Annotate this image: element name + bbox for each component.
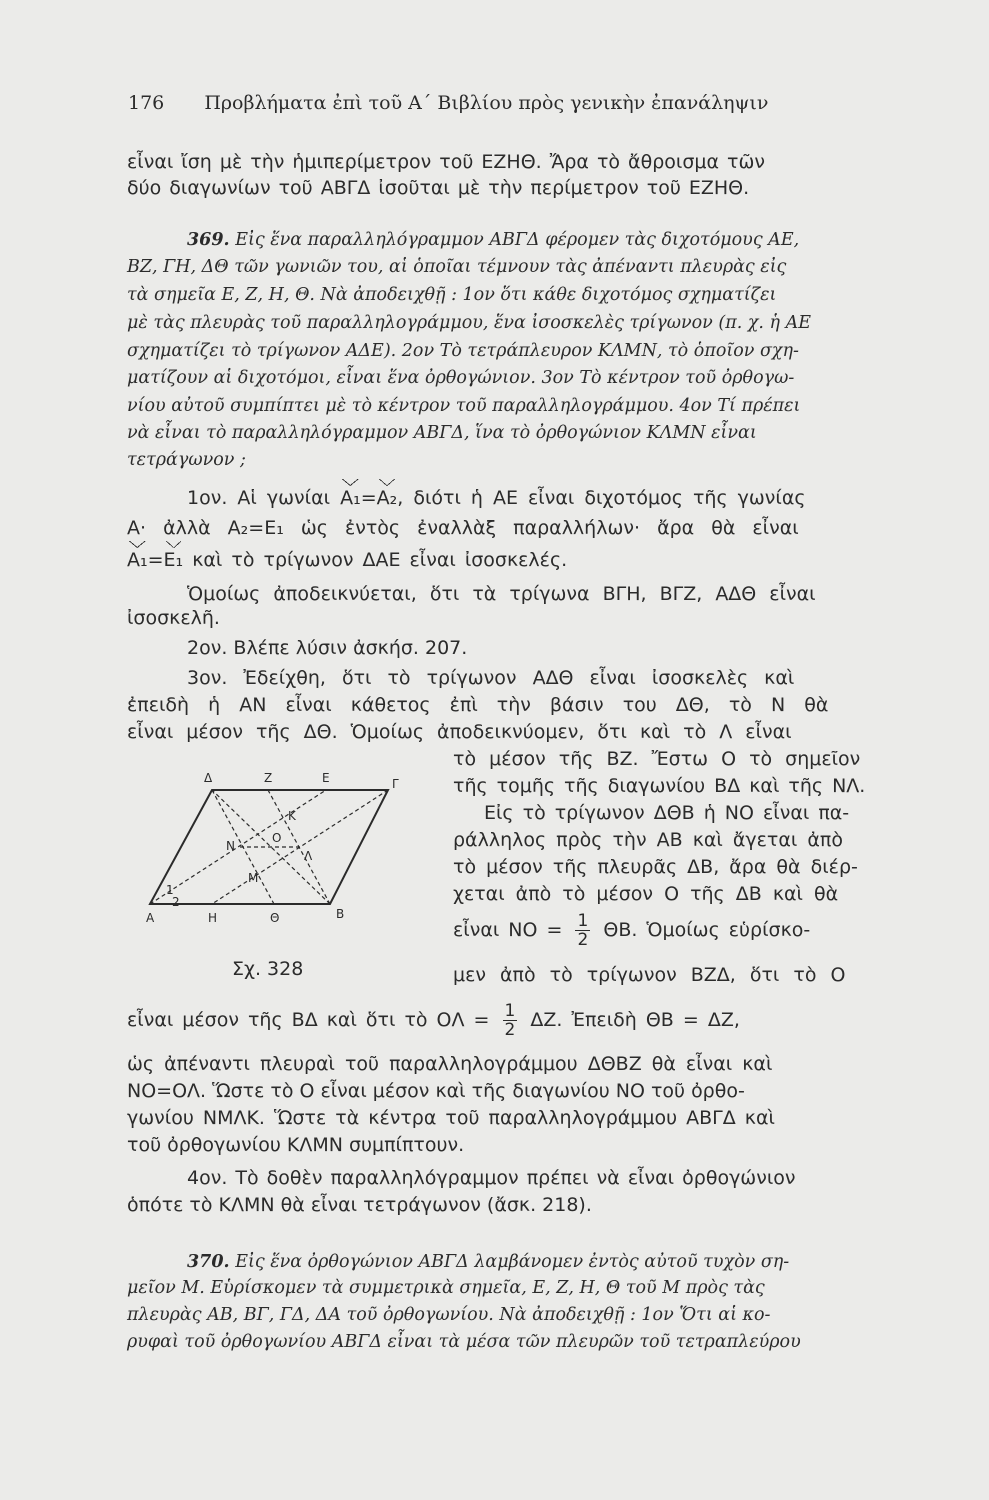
problem-369-line: μὲ τὰς πλευρὰς τοῦ παραλληλογράμμου, ἕνα ἰσοσκελὲς τρίγωνον (π. χ. ἡ ΑΕ <box>127 313 812 333</box>
angle-a1: Α₁ <box>340 487 361 509</box>
problem-369-line: 369. Εἰς ἕνα παραλληλόγραμμον ΑΒΓΔ φέρομεν τὰς διχοτόμους ΑΕ, <box>187 230 800 250</box>
problem-369-line: νίου αὐτοῦ συμπίπτει μὲ τὸ κέντρον τοῦ παραλληλογράμμου. 4ον Τί πρέπει <box>127 396 801 416</box>
problem-number: 370. <box>187 1252 230 1272</box>
solution-line: Εἰς τὸ τρίγωνον ΔΘΒ ἡ ΝΟ εἶναι πα- <box>484 802 850 824</box>
running-title: Προβλήματα ἐπὶ τοῦ Α΄ Βιβλίου πρὸς γενικὴν ἐπανάληψιν <box>204 92 769 114</box>
problem-370-line: ρυφαὶ τοῦ ὀρθογωνίου ΑΒΓΔ εἶναι τὰ μέσα τῶν πλευρῶν τοῦ τετραπλεύρου <box>127 1332 801 1352</box>
problem-369-line: ΒΖ, ΓΗ, ΔΘ τῶν γωνιῶν του, αἱ ὁποῖαι τέμνουν τὰς ἀπέναντι πλευρὰς εἰς <box>127 257 787 277</box>
text-line: εἶναι ἴση μὲ τὴν ἡμιπερίμετρον τοῦ ΕΖΗΘ. Ἄρα τὸ ἄθροισμα τῶν <box>127 151 765 173</box>
solution-line: εἶναι μέσον τῆς ΔΘ. Ὁμοίως ἀποδεικνύομεν, ὅτι καὶ τὸ Λ εἶναι <box>127 721 792 743</box>
point-label-l: Λ <box>304 849 313 863</box>
solution-line: τὸ μέσον τῆς ΒΖ. Ἔστω Ο τὸ σημεῖον <box>453 748 861 770</box>
solution-line: τὸ μέσον τῆς πλευρᾶς ΔΒ, ἄρα θὰ διέρ- <box>453 856 858 878</box>
point-label-k: Κ <box>288 809 296 823</box>
problem-number: 369. <box>187 230 230 250</box>
problem-369-line: τὰ σημεῖα Ε, Ζ, Η, Θ. Νὰ ἀποδειχθῇ : 1ον ὅτι κάθε διχοτόμος σχηματίζει <box>127 285 777 305</box>
solution-line: 4ον. Τὸ δοθὲν παραλληλόγραμμον πρέπει νὰ εἶναι ὀρθογώνιον <box>187 1167 796 1189</box>
solution-line: ράλληλος πρὸς τὴν ΑΒ καὶ ἄγεται ἀπὸ <box>453 829 843 851</box>
problem-369-line: τετράγωνον ; <box>127 450 246 470</box>
vertex-label-a: Α <box>146 911 155 925</box>
problem-369-line: ματίζουν αἱ διχοτόμοι, εἶναι ἕνα ὀρθογώνιον. 3ον Τὸ κέντρον τοῦ ὀρθογω- <box>127 368 795 388</box>
solution-line: Ὁμοίως ἀποδεικνύεται, ὅτι τὰ τρίγωνα ΒΓΗ, ΒΓΖ, ΑΔΘ εἶναι <box>187 583 816 605</box>
problem-369-line: νὰ εἶναι τὸ παραλληλόγραμμον ΑΒΓΔ, ἵνα τὸ ὀρθογώνιον ΚΛΜΝ εἶναι <box>127 423 757 443</box>
page-header <box>128 92 768 114</box>
angle-label-1: 1 <box>166 883 174 897</box>
text-line: δύο διαγωνίων τοῦ ΑΒΓΔ ἰσοῦται μὲ τὴν περίμετρον τοῦ ΕΖΗΘ. <box>127 177 750 199</box>
solution-line: ἐπειδὴ ἡ ΑΝ εἶναι κάθετος ἐπὶ τὴν βάσιν του ΔΘ, τὸ Ν θὰ <box>127 694 829 716</box>
fraction-one-half: $\frac{1}{2}$ <box>577 911 589 950</box>
solution-line: 1ον. Αἱ γωνίαι Α₁=Α₂, διότι ἡ ΑΕ εἶναι διχοτόμος τῆς γωνίας <box>187 487 806 509</box>
solution-line: γωνίου ΝΜΛΚ. Ὥστε τὰ κέντρα τοῦ παραλληλογράμμου ΑΒΓΔ καὶ <box>127 1107 775 1129</box>
solution-line: ὁπότε τὸ ΚΛΜΝ θὰ εἶναι τετράγωνον (ἄσκ. 218). <box>127 1194 592 1216</box>
solution-line: χεται ἀπὸ τὸ μέσον Ο τῆς ΔΒ καὶ θὰ <box>453 883 839 905</box>
point-label-o: Ο <box>272 831 282 845</box>
problem-370-line: μεῖον Μ. Εὑρίσκομεν τὰ συμμετρικὰ σημεῖα, Ε, Ζ, Η, Θ τοῦ Μ πρὸς τὰς <box>127 1278 765 1298</box>
page-number: 176 <box>128 92 165 114</box>
vertex-label-b: Β <box>336 907 345 921</box>
problem-369-line: σχηματίζει τὸ τρίγωνον ΑΔΕ). 2ον Τὸ τετράπλευρον ΚΛΜΝ, τὸ ὁποῖον σχη- <box>127 341 799 361</box>
angle-e1: Ε₁ <box>163 549 184 571</box>
point-label-z: Ζ <box>264 771 273 785</box>
solution-line: τοῦ ὀρθογωνίου ΚΛΜΝ συμπίπτουν. <box>127 1134 465 1156</box>
point-label-e: Ε <box>322 771 330 785</box>
solution-line: Α₁=Ε₁ καὶ τὸ τρίγωνον ΔΑΕ εἶναι ἰσοσκελές. <box>127 549 568 571</box>
parallelogram-figure <box>140 762 410 942</box>
solution-line: ὡς ἀπέναντι πλευραὶ τοῦ παραλληλογράμμου ΔΘΒΖ θὰ εἶναι καὶ <box>127 1053 773 1075</box>
figure-caption: Σχ. 328 <box>232 958 304 980</box>
fraction-one-half: $\frac{1}{2}$ <box>504 1001 516 1040</box>
angle-a1: Α₁ <box>127 549 148 571</box>
vertex-label-d: Δ <box>204 771 213 785</box>
point-label-th: Θ <box>270 911 280 925</box>
solution-line: εἶναι μέσον τῆς ΒΔ καὶ ὅτι τὸ ΟΛ = $\frac{1}{2}$ ΔΖ. Ἐπειδὴ ΘΒ = ΔΖ, <box>127 1001 740 1040</box>
angle-label-2: 2 <box>172 895 180 909</box>
solution-line: ΝΟ=ΟΛ. Ὥστε τὸ Ο εἶναι μέσον καὶ τῆς διαγωνίου ΝΟ τοῦ ὀρθο- <box>127 1080 745 1102</box>
solution-line: 2ον. Βλέπε λύσιν ἀσκήσ. 207. <box>187 637 468 659</box>
problem-370-line: 370. Εἰς ἕνα ὀρθογώνιον ΑΒΓΔ λαμβάνομεν ἐντὸς αὐτοῦ τυχὸν ση- <box>187 1252 790 1272</box>
solution-line: ἰσοσκελῆ. <box>127 607 220 629</box>
solution-line: μεν ἀπὸ τὸ τρίγωνον ΒΖΔ, ὅτι τὸ Ο <box>453 964 846 986</box>
angle-a2: Α₂ <box>376 487 398 509</box>
point-label-h: Η <box>208 911 218 925</box>
solution-line: τῆς τομῆς τῆς διαγωνίου ΒΔ καὶ τῆς ΝΛ. <box>453 775 866 797</box>
problem-370-line: πλευρὰς ΑΒ, ΒΓ, ΓΔ, ΔΑ τοῦ ὀρθογωνίου. Νὰ ἀποδειχθῇ : 1ον Ὅτι αἱ κο- <box>127 1305 771 1325</box>
solution-line: 3ον. Ἐδείχθη, ὅτι τὸ τρίγωνον ΑΔΘ εἶναι ἰσοσκελὲς καὶ <box>187 667 795 689</box>
solution-line: Α· ἀλλὰ Α₂=Ε₁ ὡς ἐντὸς ἐναλλὰξ παραλλήλων· ἄρα θὰ εἶναι <box>127 517 799 539</box>
point-label-m: Μ <box>248 871 259 885</box>
vertex-label-g: Γ <box>392 777 399 791</box>
point-label-n: Ν <box>226 839 235 853</box>
solution-line: εἶναι ΝΟ = $\frac{1}{2}$ ΘΒ. Ὁμοίως εὑρίσκο- <box>453 911 811 950</box>
